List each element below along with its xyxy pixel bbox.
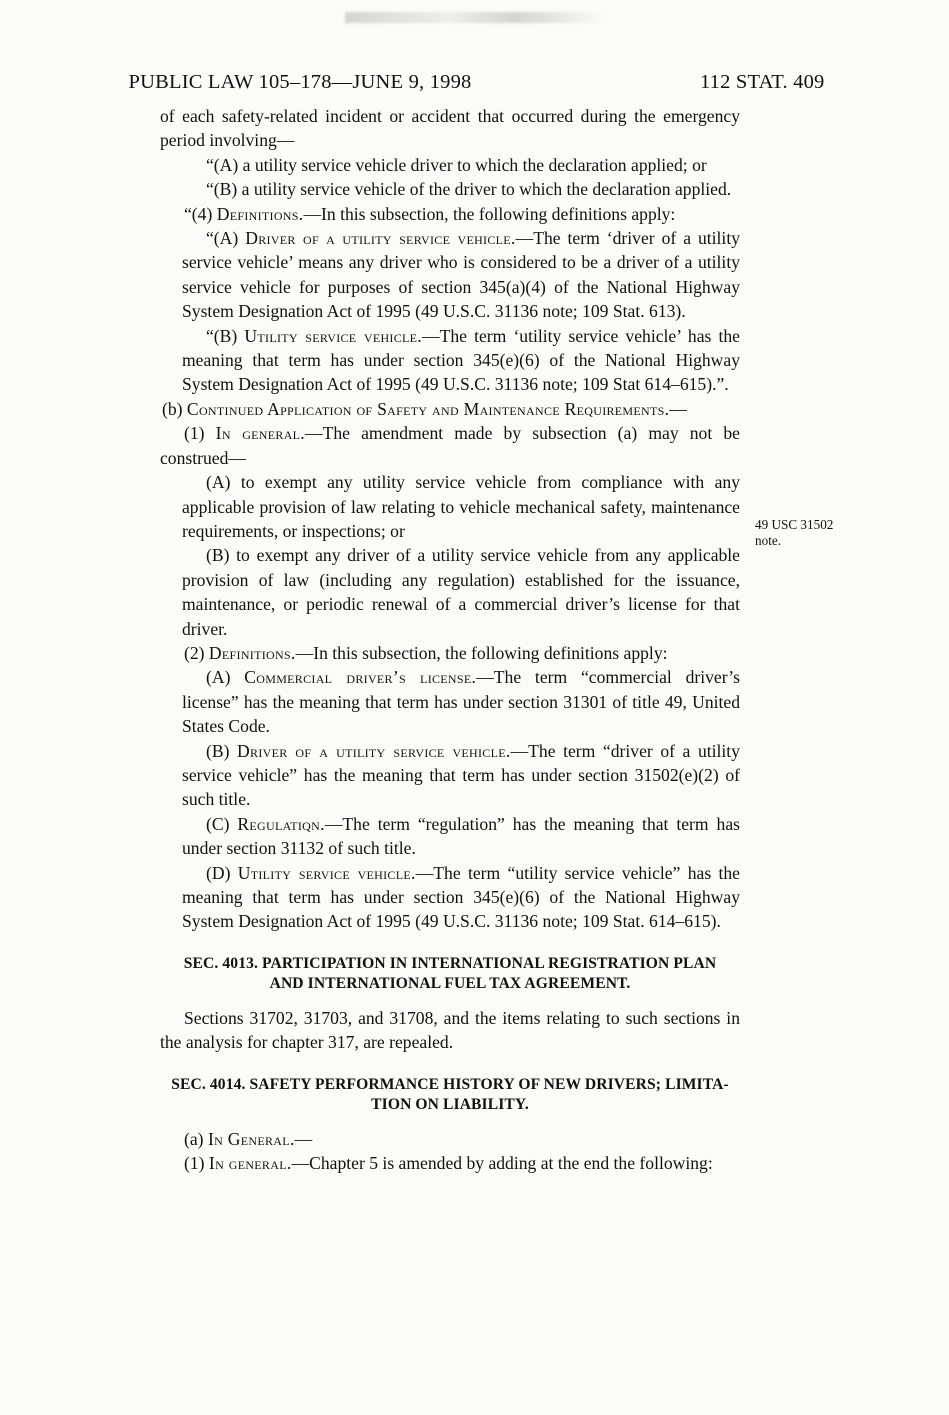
- paragraph-continuation: of each safety-related incident or accident that occurred during the emergency period involving—: [160, 106, 740, 151]
- para-4A-text: —The term ‘driver of a utility service vehicle’ means any driver who is considered to be a driver of a utility service vehicle for purposes of section 345(a)(4) of the National Highway System Designation Act of 1995 (49 U.S.C. 31136 note; 109 Stat. 613).: [182, 228, 740, 322]
- para-b1-text: —The amendment made by subsection (a) may not be construed—: [160, 423, 740, 468]
- para-b2C-heading: Regulatiqn.: [237, 813, 325, 834]
- para-b2-text: —In this subsection, the following definitions apply:: [295, 642, 668, 663]
- paragraph-b2C-regulation-definition: [182, 812, 740, 861]
- para-4B-lead: “(B): [206, 325, 245, 346]
- paragraph-b2A-cdl-definition: [182, 665, 740, 738]
- para-4014a1-text: —Chapter 5 is amended by adding at the end the following:: [291, 1153, 713, 1174]
- paragraph-4-definitions: [160, 202, 740, 226]
- section-4013-line-2: AND INTERNATIONAL FUEL TAX AGREEMENT.: [269, 974, 631, 992]
- section-4013-line-1: SEC. 4013. PARTICIPATION IN INTERNATIONAL REGISTRATION PLAN: [183, 954, 717, 972]
- para-4014a-text: —: [294, 1128, 313, 1149]
- paragraph-4A-driver-definition: [182, 226, 740, 324]
- para-4B-heading: Utility service vehicle.: [244, 325, 422, 346]
- para-b2D-lead: (D): [206, 862, 238, 883]
- paragraph-A-utility-driver: “(A) a utility service vehicle driver to which the declaration applied; or: [206, 154, 707, 175]
- para-b2D-heading: Utility service vehicle.: [237, 862, 416, 883]
- para-b2-lead: (2): [184, 642, 209, 663]
- paragraph-bA-exempt-vehicle: (A) to exempt any utility service vehicle from compliance with any applicable provision of law relating to vehicle mechanical safety, maintenance requirements, or inspections; or: [182, 472, 740, 541]
- paragraph-b2B-driver-definition: [182, 739, 740, 812]
- para-b-lead: (b): [162, 398, 187, 419]
- marginal-note: [755, 517, 925, 549]
- para-b2A-text: —The term “commercial driver’s license” has the meaning that term has under section 31301 of title 49, United States Code.: [182, 667, 740, 737]
- paragraph-bB-exempt-driver: (B) to exempt any driver of a utility service vehicle from any applicable provision of law (including any regulation) established for the issuance, maintenance, or periodic renewal of a commercial driver’s license for that driver.: [182, 545, 740, 639]
- para-4-lead: “(4): [184, 203, 217, 224]
- para-b2C-text: —The term “regulation” has the meaning that term has under section 31132 of such title.: [182, 813, 740, 859]
- para-b2B-lead: (B): [206, 740, 238, 761]
- para-4-heading: Definitions.: [216, 203, 304, 224]
- para-b2C-lead: (C): [206, 813, 238, 834]
- paragraph-B-utility-vehicle: “(B) a utility service vehicle of the driver to which the declaration applied.: [206, 179, 732, 200]
- para-b1-heading: In general.: [215, 423, 306, 444]
- section-4014-line-2: TION ON LIABILITY.: [371, 1095, 529, 1113]
- paragraph-4014-a1-in-general: [160, 1151, 740, 1175]
- paragraph-4013-body: Sections 31702, 31703, and 31708, and the items relating to such sections in the analysis for chapter 317, are repealed.: [160, 1007, 740, 1053]
- para-b2A-lead: (A): [206, 667, 245, 688]
- para-b2A-heading: Commercial driver’s license.: [244, 667, 477, 688]
- para-4014a1-lead: (1): [184, 1153, 209, 1174]
- para-b2-heading: Definitions.: [208, 642, 296, 663]
- page-header: [0, 58, 949, 93]
- para-b2B-heading: Driver of a utility service vehicle.: [237, 740, 511, 761]
- header-public-law: PUBLIC LAW 105–178—JUNE 9, 1998: [128, 71, 472, 93]
- para-b1-lead: (1): [184, 423, 216, 444]
- para-4A-lead: “(A): [206, 228, 246, 249]
- paragraph-4014-a-in-general: [160, 1127, 740, 1151]
- section-heading-4014: [160, 1075, 740, 1115]
- para-4014a1-heading: In general.: [208, 1153, 292, 1174]
- section-heading-4013: [160, 954, 740, 994]
- section-4014-line-1: SEC. 4014. SAFETY PERFORMANCE HISTORY OF NEW DRIVERS; LIMITA-: [171, 1075, 729, 1093]
- para-b2D-text: —The term “utility service vehicle” has the meaning that term has under section 345(e)(6) of the National Highway System Designation Act of 1995 (49 U.S.C. 31136 note; 109 Stat. 614–615).: [182, 862, 740, 932]
- para-4-text: —In this subsection, the following definitions apply:: [303, 203, 676, 224]
- paragraph-b2D-utility-vehicle-definition: [182, 861, 740, 934]
- para-4B-text: —The term ‘utility service vehicle’ has the meaning that term has under section 345(e)(6) of the National Highway System Designation Act of 1995 (49 U.S.C. 31136 note; 109 Stat 614–615).”.: [182, 325, 740, 395]
- scan-artifact: [345, 12, 605, 23]
- document-body: [160, 104, 740, 1175]
- para-b-heading: Continued Application of Safety and Maintenance Requirements.: [186, 398, 670, 419]
- header-stat-citation: 112 STAT. 409: [699, 71, 825, 93]
- para-4A-heading: Driver of a utility service vehicle.: [245, 228, 516, 249]
- para-4014a-heading: In General.: [207, 1128, 295, 1149]
- paragraph-b-continued-application: [138, 397, 740, 421]
- marginal-note-line-1: 49 USC 31502: [755, 517, 834, 532]
- para-b2B-text: —The term “driver of a utility service vehicle” has the meaning that term has under section 31502(e)(2) of such title.: [182, 740, 740, 810]
- paragraph-b1-in-general: [160, 421, 740, 470]
- para-b-text: —: [669, 398, 687, 419]
- para-4014a-lead: (a): [184, 1128, 208, 1149]
- paragraph-4B-vehicle-definition: [182, 324, 740, 397]
- marginal-note-line-2: note.: [755, 533, 782, 548]
- paragraph-b2-definitions: [160, 641, 740, 665]
